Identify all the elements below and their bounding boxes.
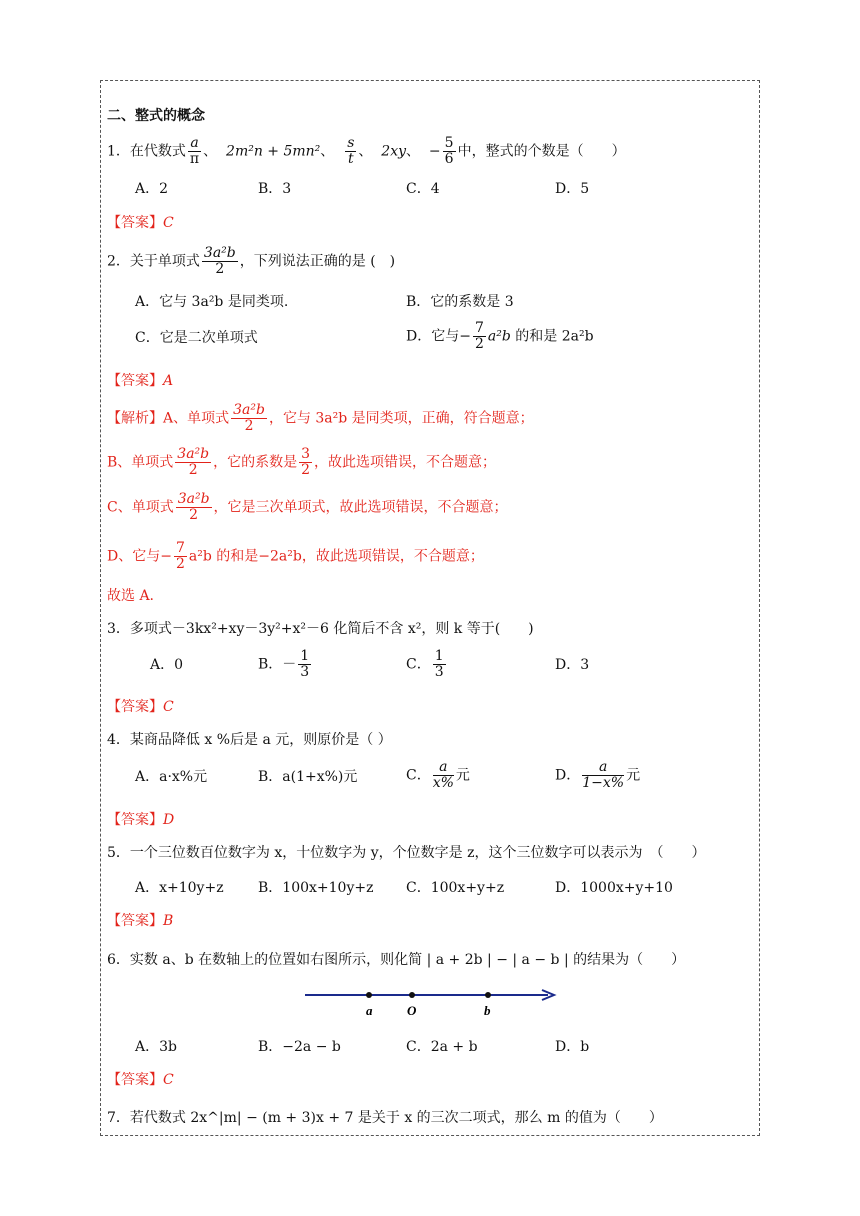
question-7: 7．若代数式 2x^|m| − (m + 3)x + 7 是关于 x 的三次二项式，那么 m 的值为（ ） [107,1110,663,1126]
q1-expr1: $\frac{a}{\pi}$ [189,135,200,167]
q5-option-a[interactable]: A．x+10y+z [135,880,224,896]
q2-analysis-b: B、单项式 $\frac{\text{3a²b}}{2}$ ，它的系数是 $\frac{3}{2}$ ，故此选项错误，不合题意； [107,446,497,478]
q5-option-c[interactable]: C．100x+y+z [406,880,505,896]
q2-option-a[interactable]: A．它与 3a²b 是同类项. [135,294,289,310]
q2-analysis-d: D、它与− $\frac{7}{2}$ a²b 的和是−2a²b，故此选项错误，不合题意； [107,540,484,572]
q1-expr3: $\frac{s}{t}$ [347,135,355,167]
q1-option-b[interactable]: B．3 [258,181,292,197]
section-title: 二、整式的概念 [107,108,205,124]
q6-option-b[interactable]: B．−2a − b [258,1039,341,1055]
q3-option-a[interactable]: A．0 [150,657,184,673]
q4-option-a[interactable]: A．a·x%元 [135,769,208,785]
label-a: a [366,1003,373,1018]
q5-option-d[interactable]: D．1000x+y+10 [555,880,673,896]
q1-option-a[interactable]: A．2 [135,181,169,197]
content-frame [100,80,760,1136]
point-a [366,992,372,998]
q1-option-d[interactable]: D．5 [555,181,590,197]
q6-option-a[interactable]: A．3b [135,1039,177,1055]
q6-option-c[interactable]: C．2a + b [406,1039,478,1055]
q1-answer: 【答案】C [107,215,174,231]
q1-expr5: $\frac{5}{6}$ [444,135,454,167]
q3-option-d[interactable]: D．3 [555,657,590,673]
q1-expr4: 2xy [381,143,407,160]
q2-analysis-c: C、单项式 $\frac{\text{3a²b}}{2}$ ，它是三次单项式，故此选项错误，不合题意； [107,491,508,523]
question-4: 4．某商品降低 x %后是 a 元，则原价是（ ） [107,732,392,748]
q2-option-d[interactable]: D．它与− $\frac{7}{2}$ a²b 的和是 2a²b [406,320,594,352]
q4-answer: 【答案】D [107,812,175,828]
q4-option-d[interactable]: D． $\frac{a}{1-x\%}$ 元 [555,759,641,791]
q3-option-c[interactable]: C． $\frac{1}{3}$ [406,648,444,680]
q2-analysis-a: 【解析】A、单项式 $\frac{\text{3a²b}}{2}$ ，它与 3a²b 是同类项，正确，符合题意； [107,402,534,434]
point-o [409,992,415,998]
label-b: b [484,1003,491,1018]
q6-option-d[interactable]: D．b [555,1039,590,1055]
question-2: 2．关于单项式 $\frac{\text{3a²b}}{2}$ ，下列说法正确的是 ( ) [107,245,396,277]
q3-answer: 【答案】C [107,699,174,715]
question-6: 6．实数 a、b 在数轴上的位置如右图所示，则化简 | a + 2b | − | a − b | 的结果为（ ） [107,952,686,968]
q4-option-c[interactable]: C． $\frac{a}{x\%}$ 元 [406,759,470,791]
point-b [485,992,491,998]
q4-option-b[interactable]: B．a(1+x%)元 [258,769,358,785]
q2-monomial: $\frac{\text{3a²b}}{2}$ [203,245,236,277]
q1-option-c[interactable]: C．4 [406,181,440,197]
q3-option-b[interactable]: B．－ $\frac{1}{3}$ [258,648,310,680]
question-5: 5．一个三位数百位数字为 x，十位数字为 y，个位数字是 z，这个三位数字可以表示为 （ ） [107,845,706,861]
question-3: 3．多项式－3kx²+xy－3y²+x²－6 化简后不含 x²，则 k 等于( ) [107,621,534,637]
q5-option-b[interactable]: B．100x+10y+z [258,880,374,896]
question-1: 1．在代数式 $\frac{a}{\pi}$ 、 2m²n + 5mn²、 $\frac{s}{t}$ 、 2xy、 − $\frac{5}{6}$ 中，整式的个数是（ ） [107,135,626,167]
q2-option-b[interactable]: B．它的系数是 3 [406,294,514,310]
number-line [300,985,560,1025]
label-o: O [407,1003,417,1018]
q1-expr2: 2m²n + 5mn² [226,143,321,160]
q5-answer: 【答案】B [107,913,174,929]
q2-conclusion: 故选 A. [107,588,155,604]
q2-option-c[interactable]: C．它是二次单项式 [135,330,258,346]
q6-answer: 【答案】C [107,1072,174,1088]
q2-answer: 【答案】A [107,373,174,389]
